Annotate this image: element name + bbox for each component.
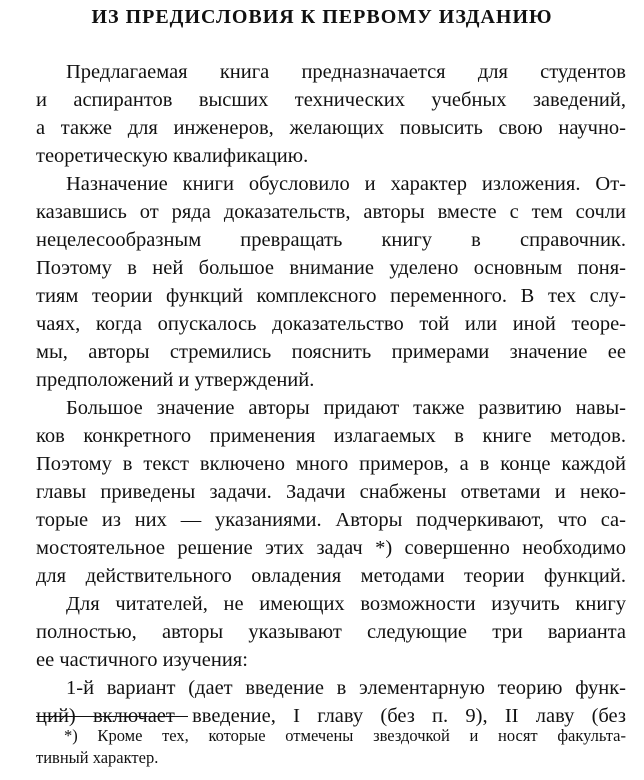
body-line: полностью, авторы указывают следующие три варианта [36, 621, 626, 643]
body-line: предположений и утверждений. [36, 369, 315, 391]
body-line: и аспирантов высших технических учебных заведений, [36, 89, 626, 111]
body-line: а также для инженеров, желающих повысить свою научно- [36, 117, 626, 139]
body-line: 1-й вариант (дает введение в элементарную теорию функ- [66, 677, 626, 699]
body-line: Назначение книги обусловило и характер изложения. От- [66, 173, 626, 195]
footnote-line: *) Кроме тех, которые отмечены звездочкой и носят факульта- [64, 726, 626, 745]
body-line: ций) включает введение, I главу (без п. 9), II лаву (без [36, 705, 626, 727]
body-line: главы приведены задачи. Задачи снабжены ответами и неко- [36, 481, 626, 503]
body-line: тиям теории функций комплексного переменного. В тех слу- [36, 285, 626, 307]
body-line: торые из них — указаниями. Авторы подчеркивают, что са- [36, 509, 626, 531]
footnote-divider [36, 716, 188, 717]
body-line: казавшись от ряда доказательств, авторы вместе с тем сочли [36, 201, 626, 223]
body-line: мостоятельное решение этих задач *) совершенно необходимо [36, 537, 626, 559]
body-line: для действительного овладения методами теории функций. [36, 565, 626, 587]
body-line: ее частичного изучения: [36, 649, 248, 671]
page-title: ИЗ ПРЕДИСЛОВИЯ К ПЕРВОМУ ИЗДАНИЮ [91, 6, 553, 28]
footnote-line: тивный характер. [36, 748, 159, 767]
body-line: Для читателей, не имеющих возможности изучить книгу [66, 593, 626, 615]
body-line: чаях, когда опускалось доказательство той или иной теоре- [36, 313, 626, 335]
body-line: нецелесообразным превращать книгу в справочник. [36, 229, 626, 251]
body-line: Поэтому в текст включено много примеров, а в конце каждой [36, 453, 626, 475]
body-line: теоретическую квалификацию. [36, 145, 309, 167]
body-line: ков конкретного применения излагаемых в книге методов. [36, 425, 626, 447]
body-line: мы, авторы стремились пояснить примерами значение ее [36, 341, 626, 363]
body-line: Поэтому в ней большое внимание уделено основным поня- [36, 257, 626, 279]
body-line: Предлагаемая книга предназначается для студентов [66, 61, 626, 83]
body-line: Большое значение авторы придают также развитию навы- [66, 397, 626, 419]
